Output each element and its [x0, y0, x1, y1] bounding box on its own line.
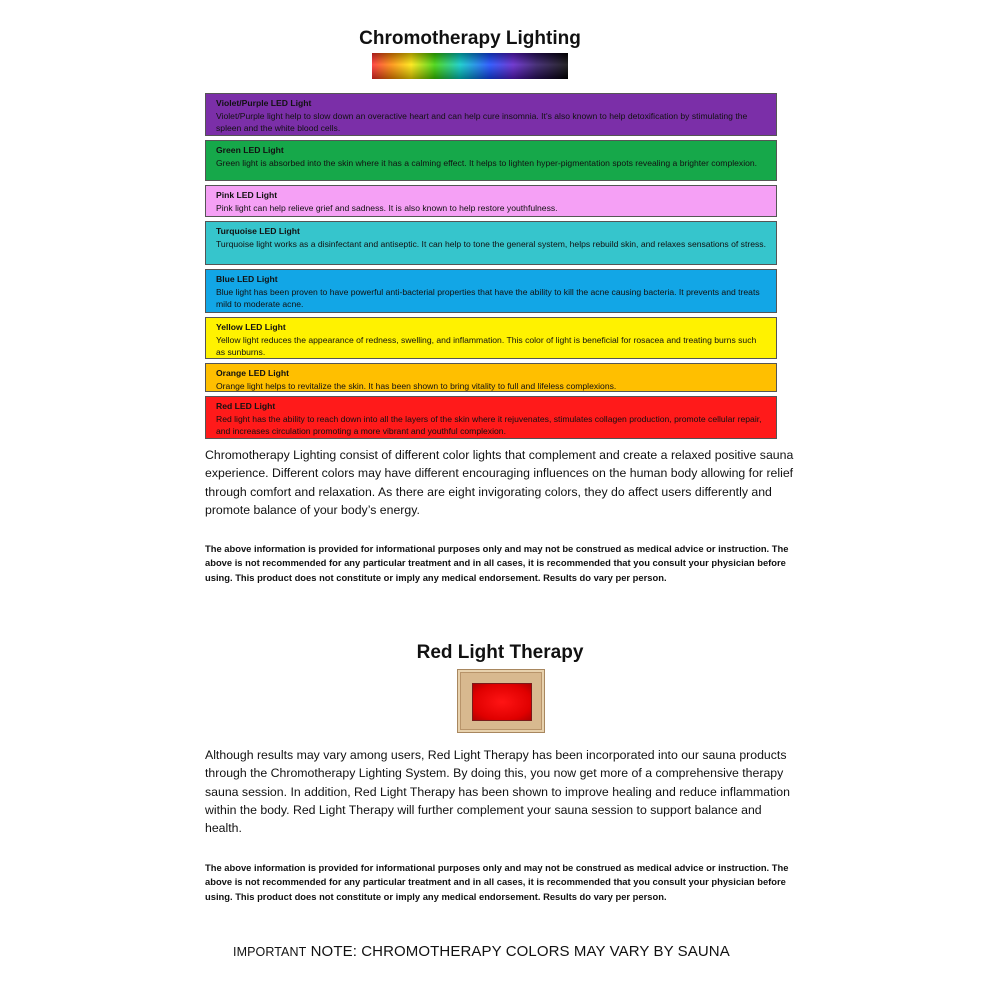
led-item-name: Orange LED Light: [216, 368, 290, 378]
led-item-desc: Green light is absorbed into the skin where it has a calming effect. It helps to lighten hyper-pigmentation spots revealing a brighter complexion.: [216, 157, 758, 168]
led-item-name: Red LED Light: [216, 401, 276, 411]
led-item-desc: Orange light helps to revitalize the skin. It has been shown to bring vitality to full and lifeless complexions.: [216, 380, 617, 391]
led-item-violet: [205, 93, 777, 136]
led-item-red: [205, 396, 777, 439]
red-light-title: Red Light Therapy: [416, 642, 584, 663]
led-item-desc: Turquoise light works as a disinfectant and antiseptic. It can help to tone the general system, helps rebuild skin, and relaxes sensations of stress.: [216, 238, 766, 249]
led-item-desc: Violet/Purple light help to slow down an overactive heart and can help cure insomnia. It's also known to help detoxification by stimulating the spleen and the white blood cells.: [216, 110, 748, 133]
chromotherapy-description: Chromotherapy Lighting consist of different color lights that complement and create a relaxed positive sauna experience. Different colors may have different encouraging influences on the human body allowing for relief through comfort and relaxation. As there are eight invigorating colors, they do affect users differently and promote balance of your body’s energy.: [205, 448, 794, 517]
red-light-panel-image: [457, 669, 545, 733]
led-item-blue: [205, 269, 777, 313]
led-item-name: Green LED Light: [216, 145, 284, 155]
led-item-desc: Pink light can help relieve grief and sadness. It is also known to help restore youthfulness.: [216, 202, 558, 213]
important-note: [233, 943, 730, 960]
led-item-desc: Blue light has been proven to have powerful anti-bacterial properties that have the ability to kill the acne causing bacteria. It prevents and treats mild to moderate acne.: [216, 286, 760, 309]
led-item-desc: Yellow light reduces the appearance of redness, swelling, and inflammation. This color of light is beneficial for rosacea and treating burns such as sunburns.: [216, 334, 757, 357]
red-light-description: Although results may vary among users, Red Light Therapy has been incorporated into our sauna products through the Chromotherapy Lighting System. By doing this, you now get more of a comprehensive therapy sauna session. In addition, Red Light Therapy has been shown to improve healing and reduce inflammation within the body. Red Light Therapy will further complement your sauna session to support balance and health.: [205, 748, 790, 836]
led-item-name: Violet/Purple LED Light: [216, 98, 312, 108]
led-item-name: Yellow LED Light: [216, 322, 286, 332]
led-color-list: [205, 93, 777, 443]
led-item-name: Pink LED Light: [216, 190, 278, 200]
chromotherapy-disclaimer: The above information is provided for informational purposes only and may not be construed as medical advice or instruction. The above is not recommended for any particular treatment and in all cases, it is recommended that you consult your physician before using. This product does not constitute or imply any medical endorsement. Results do vary per person.: [205, 543, 789, 583]
led-item-name: Blue LED Light: [216, 274, 278, 284]
led-item-yellow: [205, 317, 777, 359]
led-item-pink: [205, 185, 777, 217]
note-text: NOTE: CHROMOTHERAPY COLORS MAY VARY BY SAUNA: [306, 943, 730, 960]
note-prefix: IMPORTANT: [233, 945, 307, 959]
led-item-green: [205, 140, 777, 181]
red-light-disclaimer: The above information is provided for informational purposes only and may not be construed as medical advice or instruction. The above is not recommended for any particular treatment and in all cases, it is recommended that you consult your physician before using. This product does not constitute or imply any medical endorsement. Results do vary per person.: [205, 862, 789, 902]
chromotherapy-title: Chromotherapy Lighting: [359, 28, 581, 49]
led-item-orange: [205, 363, 777, 392]
color-spectrum-image: [372, 53, 568, 79]
led-item-desc: Red light has the ability to reach down into all the layers of the skin where it rejuvenates, stimulates collagen production, promote cellular repair, and increases circulation promoting a more vibrant and youthful complexion.: [216, 413, 762, 436]
led-item-name: Turquoise LED Light: [216, 226, 300, 236]
red-light-glass: [472, 683, 532, 721]
led-item-turquoise: [205, 221, 777, 265]
